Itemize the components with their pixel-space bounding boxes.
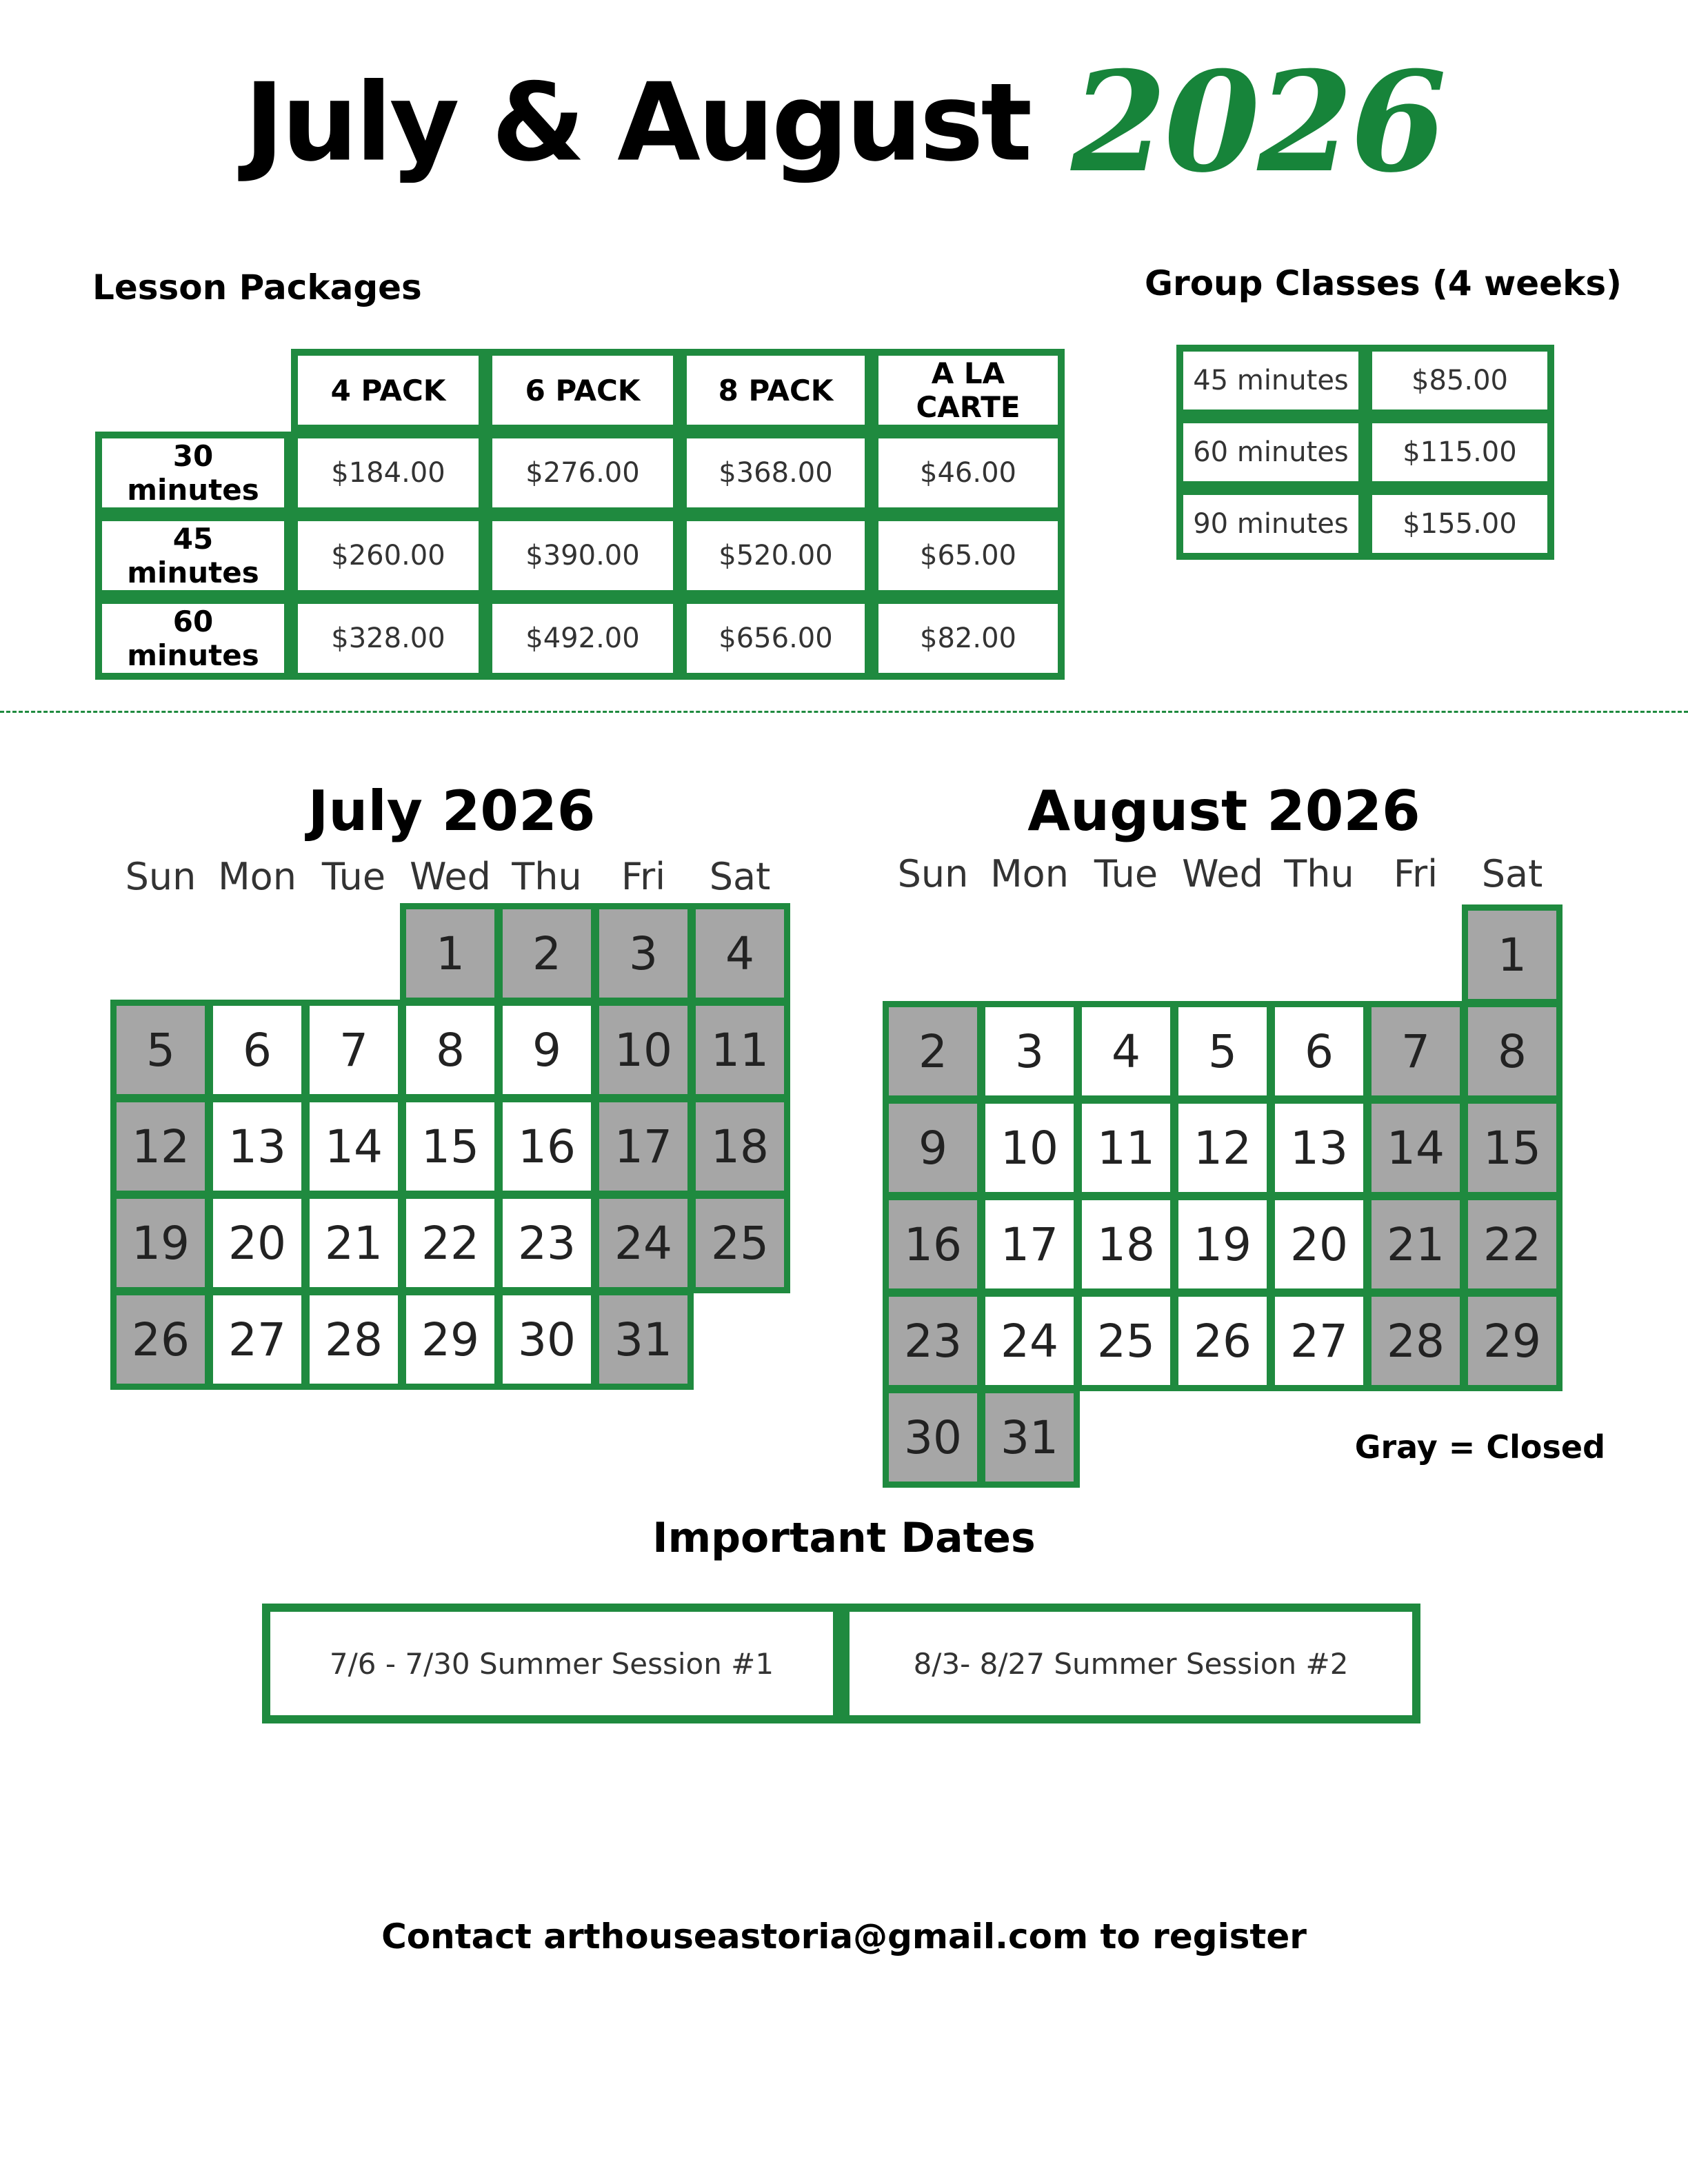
closed-legend: Gray = Closed [1354,1428,1605,1466]
table-row [1176,488,1554,560]
calendar-day-closed: 9 [883,1098,983,1198]
table-row [95,432,1065,514]
calendar-day-closed: 1 [1462,904,1563,1005]
calendar-day: 19 [1172,1194,1273,1295]
price-cell: $46.00 [872,432,1065,514]
price-cell: $368.00 [680,432,872,514]
calendar-day: 6 [1269,1001,1369,1102]
group-classes-title: Group Classes (4 weeks) [1145,263,1622,303]
calendar-day-closed: 31 [593,1289,694,1390]
calendar-day-closed: 25 [690,1193,790,1293]
calendar-day: 30 [496,1289,597,1390]
important-dates-table [262,1604,1420,1723]
session-cell: 7/6 - 7/30 Summer Session #1 [262,1604,841,1723]
table-row [1176,416,1554,488]
calendar-day: 26 [1172,1291,1273,1391]
calendar-day: 7 [303,1000,404,1100]
price-cell: $492.00 [485,597,680,680]
price-cell: $65.00 [872,514,1065,597]
column-header: 4 PACK [291,349,485,432]
calendar-day-closed: 14 [1365,1098,1466,1198]
calendar-day: 9 [496,1000,597,1100]
calendar-day: 11 [1076,1098,1176,1198]
calendar-day-closed: 17 [593,1096,694,1197]
weekday-label: Thu [1284,852,1354,896]
calendar-day: 8 [400,1000,501,1100]
calendar-day-closed: 5 [110,1000,211,1100]
calendar-day: 27 [1269,1291,1369,1391]
calendar-day: 22 [400,1193,501,1293]
calendar-day: 6 [207,1000,308,1100]
price-cell: $390.00 [485,514,680,597]
calendar-day-closed: 10 [593,1000,694,1100]
table-row [95,514,1065,597]
table-row [262,1604,1420,1723]
column-header: 6 PACK [485,349,680,432]
price-cell: $328.00 [291,597,485,680]
calendar-day: 29 [400,1289,501,1390]
calendar-day-closed: 18 [690,1096,790,1197]
calendar-day-closed: 3 [593,903,694,1004]
calendar-day-closed: 24 [593,1193,694,1293]
calendar-day-closed: 8 [1462,1001,1563,1102]
duration-cell: 90 minutes [1176,488,1365,560]
table-row [95,597,1065,680]
weekday-label: Wed [410,855,491,898]
row-header: 45 minutes [95,514,291,597]
calendar-day: 18 [1076,1194,1176,1295]
page-year: 2026 [1071,41,1444,203]
calendar-day-closed: 26 [110,1289,211,1390]
calendar-day-closed: 28 [1365,1291,1466,1391]
price-cell: $115.00 [1365,416,1554,488]
table-corner [95,349,291,432]
calendar-day: 13 [207,1096,308,1197]
duration-cell: 45 minutes [1176,345,1365,416]
weekday-header-row [883,852,1565,900]
calendar-day: 12 [1172,1098,1273,1198]
calendar-day: 5 [1172,1001,1273,1102]
weekday-label: Sat [1481,852,1543,896]
calendar-day-closed: 2 [496,903,597,1004]
calendar-day: 17 [979,1194,1080,1295]
row-header: 60 minutes [95,597,291,680]
calendar-day: 16 [496,1096,597,1197]
calendar-day: 25 [1076,1291,1176,1391]
calendar-day: 10 [979,1098,1080,1198]
group-classes-table [1176,345,1554,560]
price-cell: $82.00 [872,597,1065,680]
calendar-day-closed: 29 [1462,1291,1563,1391]
august-calendar [883,779,1565,1482]
calendar-day-closed: 12 [110,1096,211,1197]
calendar-title: August 2026 [1027,779,1420,843]
table-row [1176,345,1554,416]
calendar-day: 24 [979,1291,1080,1391]
calendar-day: 14 [303,1096,404,1197]
price-cell: $260.00 [291,514,485,597]
contact-line: Contact arthouseastoria@gmail.com to register [381,1917,1307,1957]
weekday-label: Sun [897,852,969,896]
calendar-day-closed: 15 [1462,1098,1563,1198]
price-cell: $184.00 [291,432,485,514]
calendar-day-closed: 16 [883,1194,983,1295]
calendar-day-closed: 2 [883,1001,983,1102]
page-header [0,41,1688,203]
calendar-day: 20 [207,1193,308,1293]
weekday-label: Fri [1393,852,1438,896]
price-cell: $520.00 [680,514,872,597]
calendar-day: 4 [1076,1001,1176,1102]
column-header: A LA CARTE [872,349,1065,432]
calendar-day-closed: 7 [1365,1001,1466,1102]
weekday-label: Sat [709,855,771,898]
section-divider [0,711,1688,713]
price-cell: $276.00 [485,432,680,514]
calendar-day: 13 [1269,1098,1369,1198]
calendar-day-closed: 22 [1462,1194,1563,1295]
calendar-day-closed: 30 [883,1387,983,1488]
lesson-packages-table [95,349,1065,680]
price-cell: $155.00 [1365,488,1554,560]
page-title: July & August [244,59,1030,185]
july-calendar [110,779,793,1399]
calendar-day-closed: 31 [979,1387,1080,1488]
calendar-title: July 2026 [308,779,596,843]
calendar-day-closed: 21 [1365,1194,1466,1295]
day-grid [883,904,1565,1484]
calendar-day: 3 [979,1001,1080,1102]
calendar-day: 23 [496,1193,597,1293]
column-header: 8 PACK [680,349,872,432]
weekday-label: Mon [990,852,1069,896]
calendar-day: 27 [207,1289,308,1390]
day-grid [110,903,793,1386]
weekday-label: Tue [321,855,386,898]
calendar-day: 20 [1269,1194,1369,1295]
weekday-label: Mon [218,855,297,898]
calendar-day-closed: 23 [883,1291,983,1391]
weekday-label: Sun [125,855,197,898]
calendar-day-closed: 1 [400,903,501,1004]
calendar-day-closed: 4 [690,903,790,1004]
weekday-label: Wed [1182,852,1263,896]
important-dates-title: Important Dates [652,1514,1036,1562]
calendar-day: 21 [303,1193,404,1293]
calendar-day-closed: 11 [690,1000,790,1100]
lesson-packages-title: Lesson Packages [92,267,422,307]
weekday-label: Thu [512,855,582,898]
weekday-header-row [110,855,793,903]
weekday-label: Fri [621,855,666,898]
calendar-day: 28 [303,1289,404,1390]
calendar-day-closed: 19 [110,1193,211,1293]
row-header: 30 minutes [95,432,291,514]
price-cell: $85.00 [1365,345,1554,416]
weekday-label: Tue [1094,852,1158,896]
calendar-day: 15 [400,1096,501,1197]
price-cell: $656.00 [680,597,872,680]
session-cell: 8/3- 8/27 Summer Session #2 [841,1604,1420,1723]
duration-cell: 60 minutes [1176,416,1365,488]
